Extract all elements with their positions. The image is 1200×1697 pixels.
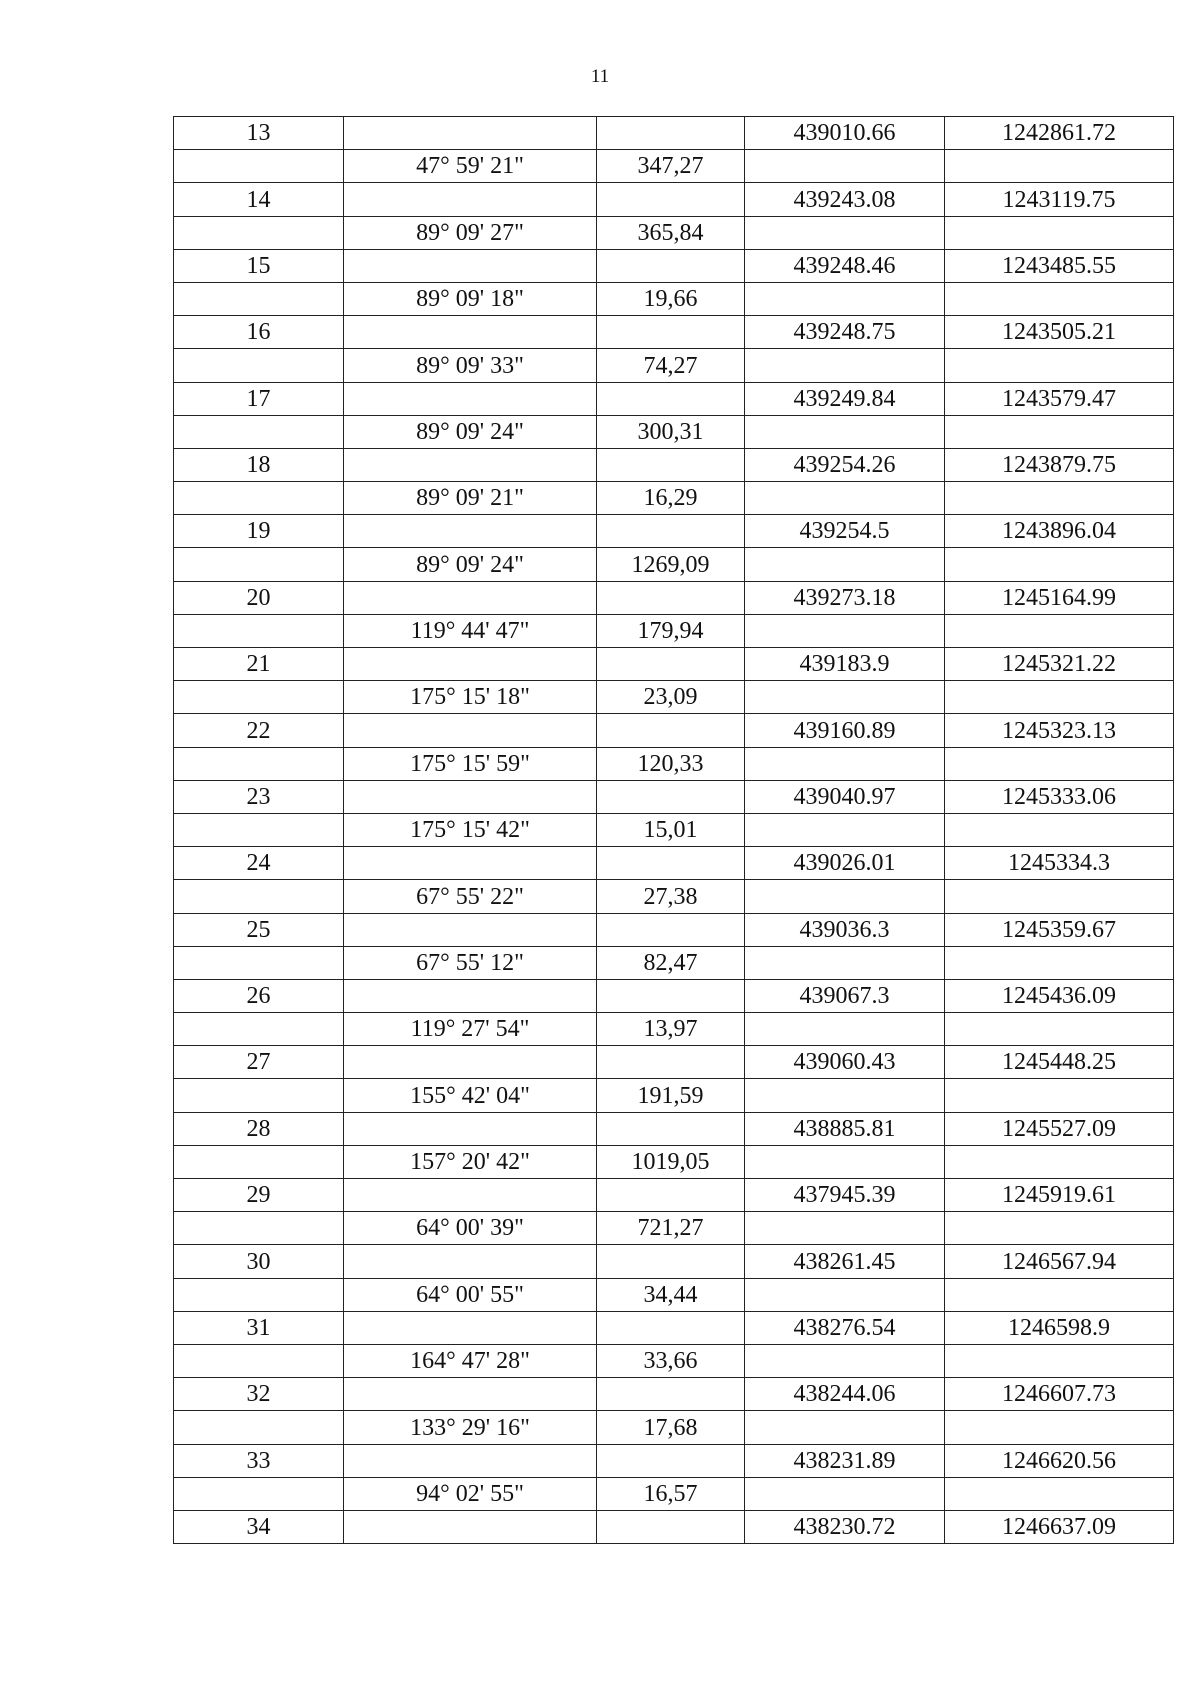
table-row-segment bbox=[174, 681, 1174, 714]
table-row-segment bbox=[174, 548, 1174, 581]
point-number-cell bbox=[174, 482, 344, 515]
point-number-cell bbox=[174, 150, 344, 183]
coordinates-table-wrapper bbox=[173, 116, 1173, 1544]
point-number-cell bbox=[174, 1411, 344, 1444]
table-row-point bbox=[174, 1179, 1174, 1212]
direction-angle-cell: 64° 00' 39" bbox=[344, 1212, 597, 1245]
segment-length-cell bbox=[597, 979, 745, 1012]
point-number-cell bbox=[174, 282, 344, 315]
table-row-segment bbox=[174, 1013, 1174, 1046]
y-coordinate-cell bbox=[945, 349, 1174, 382]
table-row-point bbox=[174, 1510, 1174, 1543]
point-number-cell bbox=[174, 1477, 344, 1510]
y-coordinate-cell bbox=[945, 880, 1174, 913]
x-coordinate-cell: 439243.08 bbox=[745, 183, 945, 216]
direction-angle-cell bbox=[344, 714, 597, 747]
direction-angle-cell: 175° 15' 18" bbox=[344, 681, 597, 714]
x-coordinate-cell: 439040.97 bbox=[745, 780, 945, 813]
direction-angle-cell bbox=[344, 249, 597, 282]
x-coordinate-cell bbox=[745, 1278, 945, 1311]
point-number-cell: 25 bbox=[174, 913, 344, 946]
direction-angle-cell bbox=[344, 183, 597, 216]
x-coordinate-cell: 437945.39 bbox=[745, 1179, 945, 1212]
direction-angle-cell: 175° 15' 42" bbox=[344, 813, 597, 846]
point-number-cell: 30 bbox=[174, 1245, 344, 1278]
segment-length-cell bbox=[597, 515, 745, 548]
table-row-segment bbox=[174, 813, 1174, 846]
y-coordinate-cell bbox=[945, 282, 1174, 315]
table-row-point bbox=[174, 1444, 1174, 1477]
x-coordinate-cell: 439248.75 bbox=[745, 316, 945, 349]
direction-angle-cell bbox=[344, 1311, 597, 1344]
y-coordinate-cell bbox=[945, 946, 1174, 979]
direction-angle-cell bbox=[344, 382, 597, 415]
point-number-cell: 27 bbox=[174, 1046, 344, 1079]
point-number-cell bbox=[174, 1079, 344, 1112]
table-row-segment bbox=[174, 216, 1174, 249]
segment-length-cell: 82,47 bbox=[597, 946, 745, 979]
y-coordinate-cell bbox=[945, 150, 1174, 183]
y-coordinate-cell: 1243579.47 bbox=[945, 382, 1174, 415]
direction-angle-cell: 64° 00' 55" bbox=[344, 1278, 597, 1311]
x-coordinate-cell: 439254.5 bbox=[745, 515, 945, 548]
point-number-cell: 29 bbox=[174, 1179, 344, 1212]
table-row-point bbox=[174, 847, 1174, 880]
segment-length-cell bbox=[597, 1245, 745, 1278]
table-row-point bbox=[174, 581, 1174, 614]
y-coordinate-cell: 1245323.13 bbox=[945, 714, 1174, 747]
y-coordinate-cell bbox=[945, 216, 1174, 249]
table-row-point bbox=[174, 1311, 1174, 1344]
point-number-cell bbox=[174, 1145, 344, 1178]
direction-angle-cell bbox=[344, 1179, 597, 1212]
table-row-point bbox=[174, 913, 1174, 946]
x-coordinate-cell bbox=[745, 813, 945, 846]
x-coordinate-cell: 439249.84 bbox=[745, 382, 945, 415]
table-row-point bbox=[174, 183, 1174, 216]
direction-angle-cell: 119° 27' 54" bbox=[344, 1013, 597, 1046]
point-number-cell: 28 bbox=[174, 1112, 344, 1145]
segment-length-cell bbox=[597, 1179, 745, 1212]
direction-angle-cell: 119° 44' 47" bbox=[344, 614, 597, 647]
x-coordinate-cell: 438231.89 bbox=[745, 1444, 945, 1477]
x-coordinate-cell bbox=[745, 614, 945, 647]
segment-length-cell: 179,94 bbox=[597, 614, 745, 647]
segment-length-cell: 34,44 bbox=[597, 1278, 745, 1311]
y-coordinate-cell bbox=[945, 482, 1174, 515]
x-coordinate-cell bbox=[745, 216, 945, 249]
segment-length-cell bbox=[597, 249, 745, 282]
y-coordinate-cell: 1246620.56 bbox=[945, 1444, 1174, 1477]
x-coordinate-cell bbox=[745, 1079, 945, 1112]
segment-length-cell bbox=[597, 1510, 745, 1543]
segment-length-cell bbox=[597, 183, 745, 216]
x-coordinate-cell bbox=[745, 1477, 945, 1510]
y-coordinate-cell: 1245919.61 bbox=[945, 1179, 1174, 1212]
direction-angle-cell bbox=[344, 1245, 597, 1278]
direction-angle-cell bbox=[344, 1510, 597, 1543]
segment-length-cell: 347,27 bbox=[597, 150, 745, 183]
table-row-segment bbox=[174, 880, 1174, 913]
point-number-cell: 14 bbox=[174, 183, 344, 216]
table-row-segment bbox=[174, 415, 1174, 448]
direction-angle-cell: 89° 09' 18" bbox=[344, 282, 597, 315]
y-coordinate-cell: 1246598.9 bbox=[945, 1311, 1174, 1344]
point-number-cell: 17 bbox=[174, 382, 344, 415]
x-coordinate-cell: 439060.43 bbox=[745, 1046, 945, 1079]
table-row-point bbox=[174, 316, 1174, 349]
y-coordinate-cell: 1243879.75 bbox=[945, 448, 1174, 481]
y-coordinate-cell: 1246637.09 bbox=[945, 1510, 1174, 1543]
y-coordinate-cell bbox=[945, 1013, 1174, 1046]
x-coordinate-cell bbox=[745, 946, 945, 979]
direction-angle-cell: 155° 42' 04" bbox=[344, 1079, 597, 1112]
x-coordinate-cell bbox=[745, 681, 945, 714]
y-coordinate-cell bbox=[945, 681, 1174, 714]
table-row-segment bbox=[174, 1145, 1174, 1178]
x-coordinate-cell: 438885.81 bbox=[745, 1112, 945, 1145]
table-row-segment bbox=[174, 150, 1174, 183]
segment-length-cell: 33,66 bbox=[597, 1344, 745, 1377]
x-coordinate-cell: 438261.45 bbox=[745, 1245, 945, 1278]
y-coordinate-cell bbox=[945, 747, 1174, 780]
x-coordinate-cell bbox=[745, 1212, 945, 1245]
table-row-point bbox=[174, 714, 1174, 747]
point-number-cell: 16 bbox=[174, 316, 344, 349]
point-number-cell: 20 bbox=[174, 581, 344, 614]
point-number-cell: 24 bbox=[174, 847, 344, 880]
segment-length-cell bbox=[597, 1112, 745, 1145]
direction-angle-cell: 89° 09' 21" bbox=[344, 482, 597, 515]
point-number-cell bbox=[174, 747, 344, 780]
table-row-point bbox=[174, 1378, 1174, 1411]
y-coordinate-cell: 1245164.99 bbox=[945, 581, 1174, 614]
point-number-cell bbox=[174, 1013, 344, 1046]
table-row-point bbox=[174, 249, 1174, 282]
x-coordinate-cell bbox=[745, 1344, 945, 1377]
segment-length-cell: 23,09 bbox=[597, 681, 745, 714]
table-row-segment bbox=[174, 482, 1174, 515]
point-number-cell: 13 bbox=[174, 117, 344, 150]
table-row-point bbox=[174, 780, 1174, 813]
point-number-cell bbox=[174, 1278, 344, 1311]
direction-angle-cell bbox=[344, 1444, 597, 1477]
y-coordinate-cell: 1242861.72 bbox=[945, 117, 1174, 150]
x-coordinate-cell: 439026.01 bbox=[745, 847, 945, 880]
table-row-segment bbox=[174, 1344, 1174, 1377]
x-coordinate-cell: 439273.18 bbox=[745, 581, 945, 614]
y-coordinate-cell bbox=[945, 614, 1174, 647]
y-coordinate-cell: 1246607.73 bbox=[945, 1378, 1174, 1411]
x-coordinate-cell bbox=[745, 415, 945, 448]
segment-length-cell bbox=[597, 780, 745, 813]
table-row-segment bbox=[174, 1212, 1174, 1245]
table-row-segment bbox=[174, 1477, 1174, 1510]
direction-angle-cell: 164° 47' 28" bbox=[344, 1344, 597, 1377]
direction-angle-cell: 89° 09' 33" bbox=[344, 349, 597, 382]
direction-angle-cell bbox=[344, 648, 597, 681]
segment-length-cell: 17,68 bbox=[597, 1411, 745, 1444]
point-number-cell: 31 bbox=[174, 1311, 344, 1344]
segment-length-cell bbox=[597, 382, 745, 415]
table-row-segment bbox=[174, 349, 1174, 382]
x-coordinate-cell bbox=[745, 482, 945, 515]
y-coordinate-cell bbox=[945, 813, 1174, 846]
table-row-segment bbox=[174, 282, 1174, 315]
direction-angle-cell: 89° 09' 24" bbox=[344, 415, 597, 448]
x-coordinate-cell: 439160.89 bbox=[745, 714, 945, 747]
segment-length-cell bbox=[597, 913, 745, 946]
direction-angle-cell bbox=[344, 515, 597, 548]
direction-angle-cell bbox=[344, 780, 597, 813]
point-number-cell bbox=[174, 614, 344, 647]
x-coordinate-cell: 439067.3 bbox=[745, 979, 945, 1012]
direction-angle-cell bbox=[344, 581, 597, 614]
direction-angle-cell: 175° 15' 59" bbox=[344, 747, 597, 780]
point-number-cell bbox=[174, 946, 344, 979]
table-row-segment bbox=[174, 946, 1174, 979]
table-row-segment bbox=[174, 1278, 1174, 1311]
y-coordinate-cell: 1245436.09 bbox=[945, 979, 1174, 1012]
point-number-cell: 26 bbox=[174, 979, 344, 1012]
table-row-point bbox=[174, 1112, 1174, 1145]
direction-angle-cell bbox=[344, 117, 597, 150]
x-coordinate-cell: 439010.66 bbox=[745, 117, 945, 150]
segment-length-cell bbox=[597, 316, 745, 349]
table-body bbox=[174, 117, 1174, 1544]
y-coordinate-cell: 1245527.09 bbox=[945, 1112, 1174, 1145]
y-coordinate-cell: 1245321.22 bbox=[945, 648, 1174, 681]
table-row-point bbox=[174, 515, 1174, 548]
y-coordinate-cell bbox=[945, 548, 1174, 581]
y-coordinate-cell bbox=[945, 1212, 1174, 1245]
point-number-cell: 21 bbox=[174, 648, 344, 681]
y-coordinate-cell: 1243896.04 bbox=[945, 515, 1174, 548]
segment-length-cell bbox=[597, 448, 745, 481]
y-coordinate-cell: 1243485.55 bbox=[945, 249, 1174, 282]
table-row-point bbox=[174, 448, 1174, 481]
segment-length-cell: 300,31 bbox=[597, 415, 745, 448]
direction-angle-cell: 133° 29' 16" bbox=[344, 1411, 597, 1444]
point-number-cell bbox=[174, 349, 344, 382]
page-number: 11 bbox=[590, 66, 610, 87]
y-coordinate-cell: 1245334.3 bbox=[945, 847, 1174, 880]
direction-angle-cell: 47° 59' 21" bbox=[344, 150, 597, 183]
segment-length-cell bbox=[597, 581, 745, 614]
segment-length-cell: 16,29 bbox=[597, 482, 745, 515]
x-coordinate-cell: 439248.46 bbox=[745, 249, 945, 282]
x-coordinate-cell bbox=[745, 150, 945, 183]
direction-angle-cell bbox=[344, 1378, 597, 1411]
x-coordinate-cell bbox=[745, 747, 945, 780]
segment-length-cell: 16,57 bbox=[597, 1477, 745, 1510]
point-number-cell: 34 bbox=[174, 1510, 344, 1543]
segment-length-cell: 19,66 bbox=[597, 282, 745, 315]
direction-angle-cell: 157° 20' 42" bbox=[344, 1145, 597, 1178]
direction-angle-cell bbox=[344, 448, 597, 481]
point-number-cell: 22 bbox=[174, 714, 344, 747]
y-coordinate-cell bbox=[945, 1278, 1174, 1311]
segment-length-cell: 365,84 bbox=[597, 216, 745, 249]
segment-length-cell: 721,27 bbox=[597, 1212, 745, 1245]
x-coordinate-cell bbox=[745, 1145, 945, 1178]
x-coordinate-cell: 439183.9 bbox=[745, 648, 945, 681]
point-number-cell bbox=[174, 415, 344, 448]
x-coordinate-cell: 438244.06 bbox=[745, 1378, 945, 1411]
y-coordinate-cell: 1245359.67 bbox=[945, 913, 1174, 946]
point-number-cell bbox=[174, 880, 344, 913]
y-coordinate-cell bbox=[945, 1477, 1174, 1510]
y-coordinate-cell bbox=[945, 1411, 1174, 1444]
segment-length-cell bbox=[597, 1046, 745, 1079]
point-number-cell: 18 bbox=[174, 448, 344, 481]
x-coordinate-cell: 439036.3 bbox=[745, 913, 945, 946]
segment-length-cell: 15,01 bbox=[597, 813, 745, 846]
point-number-cell bbox=[174, 813, 344, 846]
table-row-point bbox=[174, 1245, 1174, 1278]
segment-length-cell: 1269,09 bbox=[597, 548, 745, 581]
direction-angle-cell: 67° 55' 12" bbox=[344, 946, 597, 979]
segment-length-cell: 27,38 bbox=[597, 880, 745, 913]
y-coordinate-cell bbox=[945, 1145, 1174, 1178]
table-row-segment bbox=[174, 614, 1174, 647]
y-coordinate-cell bbox=[945, 1344, 1174, 1377]
segment-length-cell bbox=[597, 648, 745, 681]
point-number-cell: 19 bbox=[174, 515, 344, 548]
x-coordinate-cell bbox=[745, 349, 945, 382]
x-coordinate-cell bbox=[745, 548, 945, 581]
direction-angle-cell bbox=[344, 979, 597, 1012]
direction-angle-cell: 67° 55' 22" bbox=[344, 880, 597, 913]
y-coordinate-cell: 1245448.25 bbox=[945, 1046, 1174, 1079]
y-coordinate-cell: 1243505.21 bbox=[945, 316, 1174, 349]
direction-angle-cell: 94° 02' 55" bbox=[344, 1477, 597, 1510]
x-coordinate-cell bbox=[745, 1411, 945, 1444]
point-number-cell bbox=[174, 1344, 344, 1377]
segment-length-cell: 13,97 bbox=[597, 1013, 745, 1046]
segment-length-cell bbox=[597, 847, 745, 880]
y-coordinate-cell bbox=[945, 415, 1174, 448]
point-number-cell: 23 bbox=[174, 780, 344, 813]
segment-length-cell: 74,27 bbox=[597, 349, 745, 382]
y-coordinate-cell: 1245333.06 bbox=[945, 780, 1174, 813]
table-row-point bbox=[174, 117, 1174, 150]
direction-angle-cell: 89° 09' 24" bbox=[344, 548, 597, 581]
segment-length-cell bbox=[597, 117, 745, 150]
point-number-cell bbox=[174, 216, 344, 249]
point-number-cell: 15 bbox=[174, 249, 344, 282]
coordinates-table bbox=[173, 116, 1174, 1544]
y-coordinate-cell: 1246567.94 bbox=[945, 1245, 1174, 1278]
table-row-point bbox=[174, 648, 1174, 681]
table-row-point bbox=[174, 979, 1174, 1012]
x-coordinate-cell: 438230.72 bbox=[745, 1510, 945, 1543]
segment-length-cell bbox=[597, 714, 745, 747]
table-row-segment bbox=[174, 747, 1174, 780]
x-coordinate-cell bbox=[745, 1013, 945, 1046]
x-coordinate-cell bbox=[745, 282, 945, 315]
direction-angle-cell bbox=[344, 316, 597, 349]
table-row-point bbox=[174, 1046, 1174, 1079]
y-coordinate-cell: 1243119.75 bbox=[945, 183, 1174, 216]
direction-angle-cell bbox=[344, 847, 597, 880]
point-number-cell bbox=[174, 1212, 344, 1245]
x-coordinate-cell: 439254.26 bbox=[745, 448, 945, 481]
table-row-segment bbox=[174, 1411, 1174, 1444]
segment-length-cell: 191,59 bbox=[597, 1079, 745, 1112]
x-coordinate-cell bbox=[745, 880, 945, 913]
segment-length-cell bbox=[597, 1378, 745, 1411]
point-number-cell bbox=[174, 681, 344, 714]
table-row-point bbox=[174, 382, 1174, 415]
direction-angle-cell bbox=[344, 1112, 597, 1145]
point-number-cell: 32 bbox=[174, 1378, 344, 1411]
segment-length-cell: 1019,05 bbox=[597, 1145, 745, 1178]
segment-length-cell bbox=[597, 1444, 745, 1477]
segment-length-cell bbox=[597, 1311, 745, 1344]
table-row-segment bbox=[174, 1079, 1174, 1112]
direction-angle-cell bbox=[344, 1046, 597, 1079]
direction-angle-cell bbox=[344, 913, 597, 946]
point-number-cell: 33 bbox=[174, 1444, 344, 1477]
direction-angle-cell: 89° 09' 27" bbox=[344, 216, 597, 249]
y-coordinate-cell bbox=[945, 1079, 1174, 1112]
x-coordinate-cell: 438276.54 bbox=[745, 1311, 945, 1344]
segment-length-cell: 120,33 bbox=[597, 747, 745, 780]
point-number-cell bbox=[174, 548, 344, 581]
